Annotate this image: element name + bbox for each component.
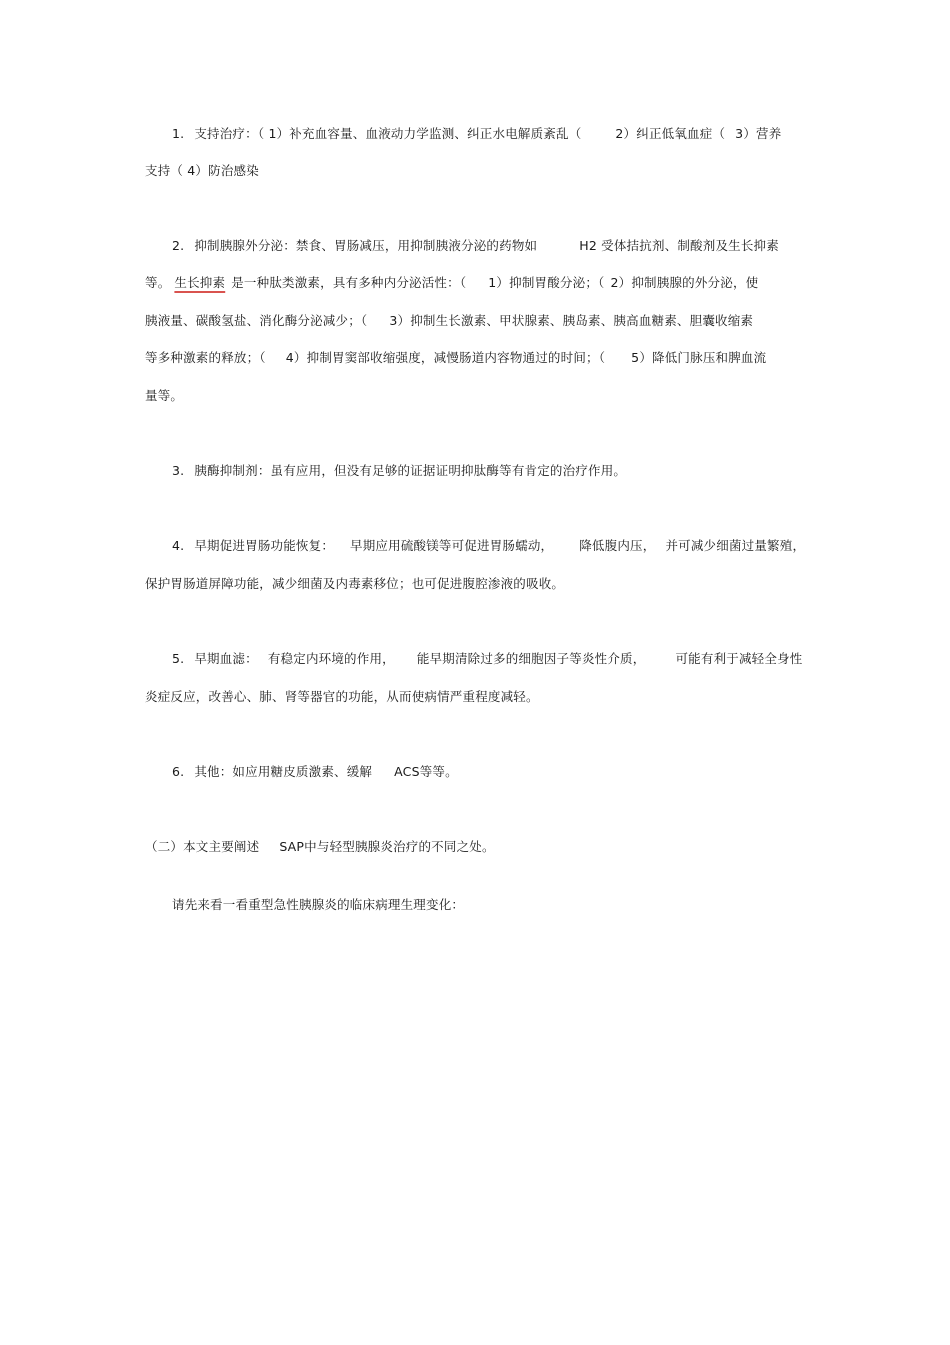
para-3-text: 胰酶抑制剂：虽有应用，但没有足够的证据证明抑肽酶等有肯定的治疗作用。 [194, 463, 627, 478]
para-5-text-d: 可能有利于减轻全身性 [675, 651, 803, 666]
para-1-number: 1. [172, 126, 185, 141]
para-2-line-4 [145, 350, 766, 366]
para-2-text-i: 等多种激素的释放；（ [145, 350, 266, 365]
para-4-number: 4. [172, 538, 185, 553]
para-4-line-1 [172, 538, 805, 554]
para-1-text-b: 2）纠正低氧血症（ [615, 126, 726, 141]
para-1-text-a: 支持治疗：（ 1）补充血容量、血液动力学监测、纠正水电解质紊乱（ [194, 126, 582, 141]
para-2-text-g: 胰液量、碳酸氢盐、消化酶分泌减少；（ [145, 313, 368, 328]
para-4-text-b: 早期应用硫酸镁等可促进胃肠蠕动， [350, 538, 554, 553]
para-6-line-1 [172, 764, 458, 780]
para-5-line-1 [172, 651, 802, 667]
para-5-number: 5. [172, 651, 185, 666]
para-2-text-e: 1）抑制胃酸分泌；（ [488, 275, 605, 290]
para-2-line-3 [145, 313, 753, 329]
para-6-number: 6. [172, 764, 185, 779]
para-5-text-a: 早期血滤： [194, 651, 258, 666]
para-2-text-k: 5）降低门脉压和脾血流 [631, 350, 767, 365]
para-4-line-2: 保护胃肠道屏障功能，减少细菌及内毒素移位；也可促进腹腔渗液的吸收。 [145, 576, 565, 591]
para-3-line-1 [172, 463, 626, 479]
para-2-line-1 [172, 238, 779, 254]
para-4-text-a: 早期促进胃肠功能恢复： [194, 538, 335, 553]
para-1-text-c: 3）营养 [735, 126, 782, 141]
intro-line: 请先来看一看重型急性胰腺炎的临床病理生理变化： [172, 897, 465, 912]
para-2-number: 2. [172, 238, 185, 253]
para-2-line-2 [145, 275, 758, 291]
para-2-text-f: 2）抑制胰腺的外分泌，使 [610, 275, 759, 290]
para-5-line-2: 炎症反应，改善心、肺、肾等器官的功能，从而使病情严重程度减轻。 [145, 689, 539, 704]
section-2-heading-b: SAP中与轻型胰腺炎治疗的不同之处。 [279, 839, 495, 854]
para-2-text-b: H2 受体拮抗剂、制酸剂及生长抑素 [579, 238, 779, 253]
para-2-line-5: 量等。 [145, 388, 184, 403]
para-2-text-h: 3）抑制生长激素、甲状腺素、胰岛素、胰高血糖素、胆囊收缩素 [389, 313, 754, 328]
para-1-line-2: 支持（ 4）防治感染 [145, 163, 259, 178]
para-3-number: 3. [172, 463, 185, 478]
para-2-text-a: 抑制胰腺外分泌：禁食、胃肠减压，用抑制胰液分泌的药物如 [194, 238, 538, 253]
section-2-heading-a: （二）本文主要阐述 [145, 839, 260, 854]
para-6-text-b: ACS等等。 [394, 764, 458, 779]
para-4-text-c: 降低腹内压， [579, 538, 656, 553]
para-5-text-b: 有稳定内环境的作用， [267, 651, 395, 666]
para-2-text-c: 等。 [145, 275, 171, 290]
para-2-text-j: 4）抑制胃窦部收缩强度，减慢肠道内容物通过的时间；（ [285, 350, 606, 365]
section-2-heading [145, 839, 495, 855]
para-5-text-c: 能早期清除过多的细胞因子等炎性介质， [416, 651, 646, 666]
para-6-text-a: 其他：如应用糖皮质激素、缓解 [194, 764, 373, 779]
para-2-text-d: 是一种肽类激素，具有多种内分泌活性：（ [231, 275, 467, 290]
para-1-line-1 [172, 126, 781, 142]
para-4-text-d: 并可减少细菌过量繁殖， [665, 538, 806, 553]
term-somatostatin: 生长抑素 [174, 275, 226, 290]
